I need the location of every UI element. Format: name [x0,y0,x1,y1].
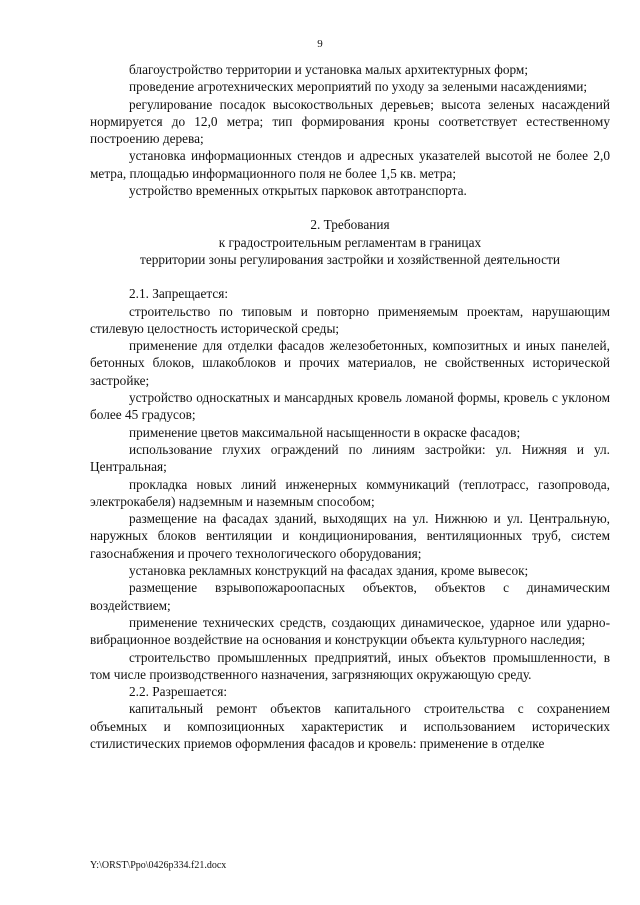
list-item: строительство по типовым и повторно применяемым проектам, нарушающим стилевую целостность исторической среды; [90,303,610,336]
list-item: установка информационных стендов и адресных указателей высотой не более 2,0 метра, площадью информационного поля не более 1,5 кв. метра; [90,148,610,181]
list-item: строительство промышленных предприятий, иных объектов промышленности, в том числе производственного назначения, загрязняющих окружающую среду. [90,649,610,682]
list-item: капитальный ремонт объектов капитального строительства с сохранением объемных и композиционных характеристик и использованием исторических стилистических приемов оформления фасадов и кровель: применение в отделке [90,701,610,751]
list-item: проведение агротехнических мероприятий по уходу за зелеными насаждениями; [129,79,588,95]
list-item: устройство односкатных и мансардных кровель ломаной формы, кровель с уклоном более 45 градусов; [90,390,610,423]
list-item: размещение взрывопожароопасных объектов, объектов с динамическим воздействием; [90,580,610,613]
list-item: применение технических средств, создающих динамическое, ударное или ударно-вибрационное воздействие на основания и конструкции объекта культурного наследия; [90,614,610,648]
list-item: установка рекламных конструкций на фасадах здания, кроме вывесок; [129,563,529,579]
section-subtitle: территории зоны регулирования застройки и хозяйственной деятельности [140,251,560,267]
list-item: использование глухих ограждений по линиям застройки: ул. Нижняя и ул. Центральная; [90,441,610,475]
list-item: регулирование посадок высокоствольных деревьев; высота зеленых насаждений нормируется до 12,0 метра; тип формирования кроны соответствует естественному построению дерева; [90,96,610,147]
file-path-footer: Y:\ORST\Ppo\0426p334.f21.docx [90,860,227,871]
section-subtitle: к градостроительным регламентам в границах [218,234,482,250]
document-body [90,61,610,752]
page-number: 9 [317,38,323,50]
section-title: 2. Требования [310,217,390,233]
list-item: устройство временных открытых парковок автотранспорта. [129,183,467,199]
list-item: благоустройство территории и установка малых архитектурных форм; [129,62,529,77]
list-item: прокладка новых линий инженерных коммуникаций (теплотрасс, газопровода, электрокабеля) надземным и наземным способом; [90,476,610,509]
list-item: применение цветов максимальной насыщенности в окраске фасадов; [129,424,521,440]
subsection-heading: 2.1. Запрещается: [129,286,229,302]
subsection-heading: 2.2. Разрешается: [129,684,228,700]
list-item: применение для отделки фасадов железобетонных, композитных и иных панелей, бетонных блоков, шлакоблоков и прочих материалов, не свойственных исторической застройке; [90,338,610,388]
list-item: размещение на фасадах зданий, выходящих на ул. Нижнюю и ул. Центральную, наружных блоков вентиляции и кондиционирования, вентиляционных труб, систем газоснабжения и прочего технологического оборудования; [90,511,610,561]
